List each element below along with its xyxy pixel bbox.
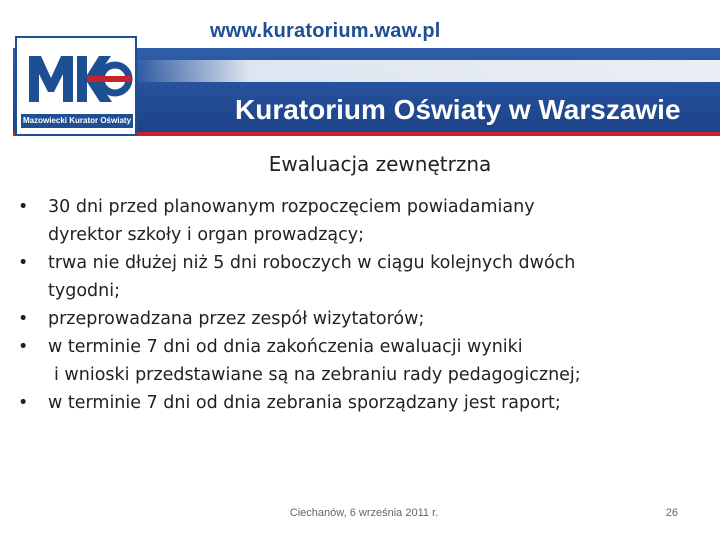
bullet-line: tygodni; (48, 281, 120, 301)
bullet-line: dyrektor szkoły i organ prowadzący; (48, 225, 364, 245)
header-banner (13, 14, 720, 136)
banner-stripe (133, 60, 720, 82)
bullet-line: w terminie 7 dni od dnia zebrania sporządzany jest raport; (48, 393, 561, 413)
bullet-icon: • (18, 253, 29, 273)
bullet-line: 30 dni przed planowanym rozpoczęciem powiadamiany (48, 197, 535, 217)
bullet-line: i wnioski przedstawiane są na zebraniu rady pedagogicznej; (54, 365, 581, 385)
bullet-icon: • (18, 393, 29, 413)
slide-title: Ewaluacja zewnętrzna (268, 152, 492, 176)
bullet-item (18, 389, 708, 417)
site-url: www.kuratorium.waw.pl (210, 20, 441, 42)
bullet-item (18, 305, 708, 333)
bullet-item (18, 193, 708, 249)
bullet-icon: • (18, 309, 29, 329)
logo-caption: Mazowiecki Kurator Oświaty (21, 114, 133, 128)
bullet-item (18, 249, 708, 305)
page-number: 26 (665, 507, 678, 519)
bullet-item (18, 333, 708, 389)
bullet-list (18, 193, 708, 417)
bullet-line: przeprowadzana przez zespół wizytatorów; (48, 309, 425, 329)
banner-title: Kuratorium Oświaty w Warszawie (235, 94, 681, 125)
footer-text: Ciechanów, 6 września 2011 r. (289, 507, 439, 519)
mko-logo (15, 36, 137, 136)
mko-logo-icon (23, 42, 133, 112)
bullet-line: w terminie 7 dni od dnia zakończenia ewaluacji wyniki (48, 337, 523, 357)
bullet-icon: • (18, 197, 29, 217)
bullet-line: trwa nie dłużej niż 5 dni roboczych w ciągu kolejnych dwóch (48, 253, 576, 273)
bullet-icon: • (18, 337, 29, 357)
